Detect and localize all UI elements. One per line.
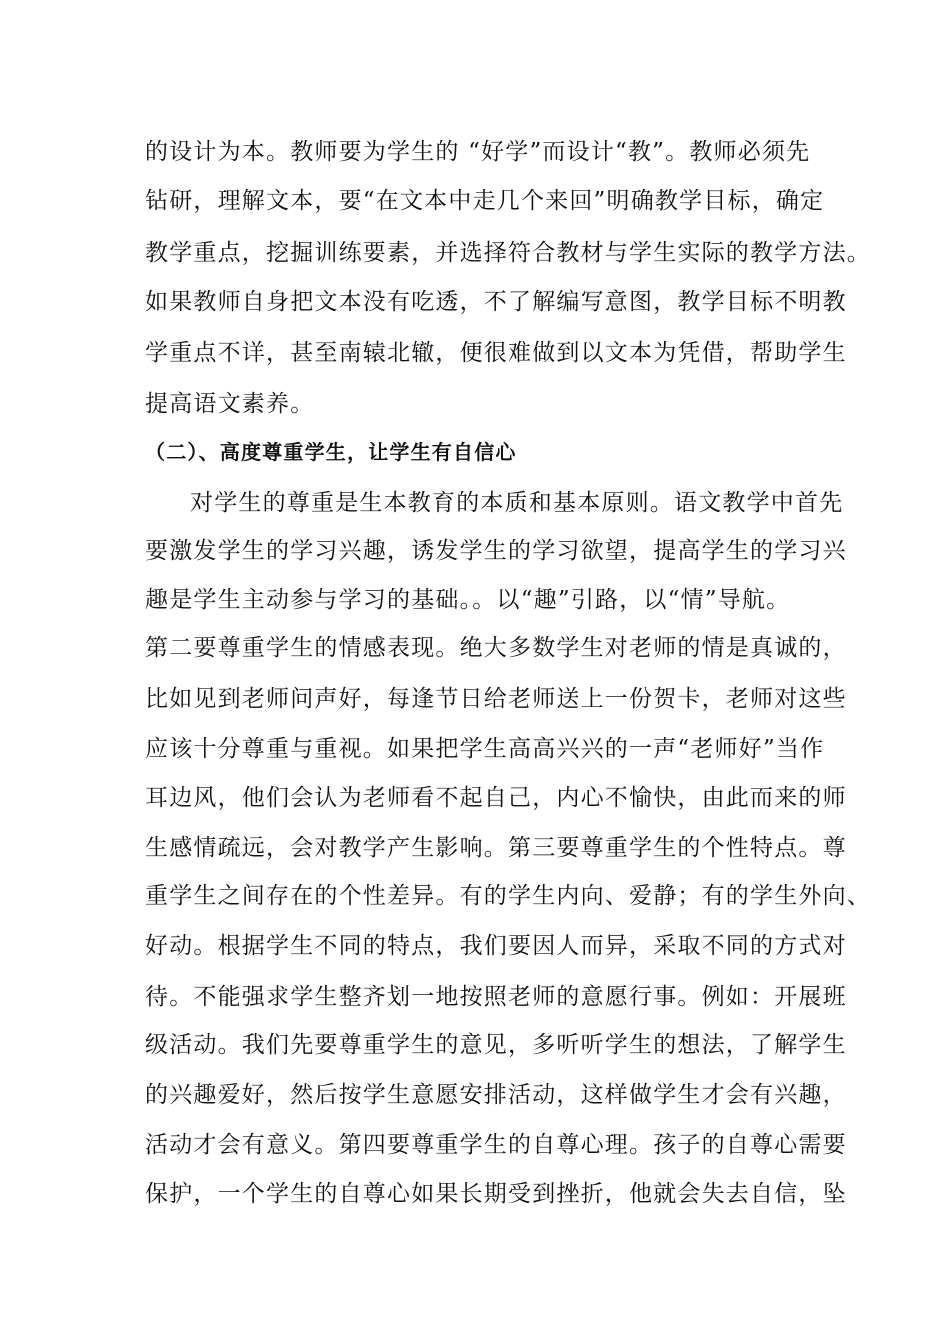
text-line-2: 钻研，理解文本，要“在文本中走几个来回”明确教学目标，确定: [145, 188, 825, 214]
text-line-18: 待。不能强求学生整齐划一地按照老师的意愿行事。例如：开展班: [145, 984, 847, 1010]
paragraph-first-line: 对学生的尊重是生本教育的本质和基本原则。语文教学中首先: [190, 490, 844, 516]
text-line-3: 教学重点，挖掘训练要素，并选择符合教材与学生实际的教学方法。: [145, 240, 871, 266]
text-line-13: 应该十分尊重与重视。如果把学生高高兴兴的一声“老师好”当作: [145, 736, 825, 762]
text-line-19: 级活动。我们先要尊重学生的意见，多听听学生的想法，了解学生: [145, 1032, 847, 1058]
text-line-9: 要激发学生的学习兴趣，诱发学生的学习欲望，提高学生的学习兴: [145, 538, 847, 564]
text-line-6: 提高语文素养。: [145, 391, 315, 417]
text-line-4: 如果教师自身把文本没有吃透，不了解编写意图，教学目标不明教: [145, 289, 847, 315]
text-line-17: 好动。根据学生不同的特点，我们要因人而异，采取不同的方式对: [145, 933, 847, 959]
text-line-1: 的设计为本。教师要为学生的 “好学”而设计“教”。教师必须先: [145, 139, 811, 165]
text-line-5: 学重点不详，甚至南辕北辙，便很难做到以文本为凭借，帮助学生: [145, 340, 847, 366]
text-line-20: 的兴趣爱好，然后按学生意愿安排活动，这样做学生才会有兴趣，: [145, 1082, 847, 1108]
text-line-10: 趣是学生主动参与学习的基础。。以“趣”引路，以“情”导航。: [145, 587, 791, 613]
section-heading: （二）、高度尊重学生，让学生有自信心: [145, 440, 517, 464]
text-line-14: 耳边风，他们会认为老师看不起自己，内心不愉快，由此而来的师: [145, 785, 847, 811]
text-line-15: 生感情疏远，会对教学产生影响。第三要尊重学生的个性特点。尊: [145, 835, 847, 861]
text-line-12: 比如见到老师问声好，每逢节日给老师送上一份贺卡，老师对这些: [145, 686, 847, 712]
text-line-21: 活动才会有意义。第四要尊重学生的自尊心理。孩子的自尊心需要: [145, 1132, 847, 1158]
text-line-16: 重学生之间存在的个性差异。有的学生内向、爱静；有的学生外向、: [145, 883, 871, 909]
text-line-22: 保护，一个学生的自尊心如果长期受到挫折，他就会失去自信，坠: [145, 1181, 847, 1207]
text-line-11: 第二要尊重学生的情感表现。绝大多数学生对老师的情是真诚的，: [145, 635, 847, 661]
